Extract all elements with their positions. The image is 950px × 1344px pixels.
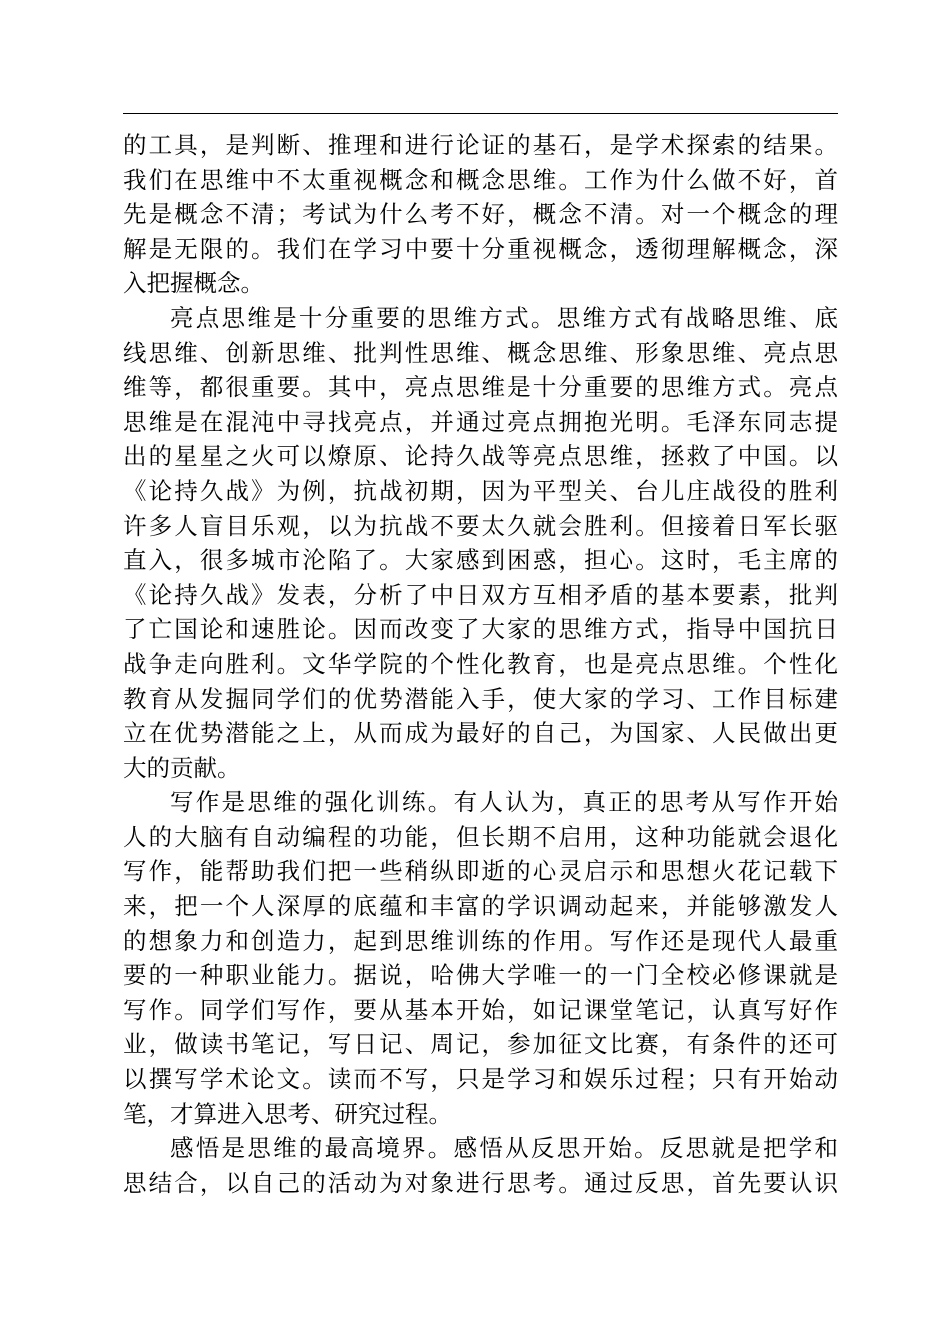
- text-line: 业，做读书笔记，写日记、周记，参加征文比赛，有条件的还可: [123, 1030, 838, 1059]
- text-line: 立在优势潜能之上，从而成为最好的自己，为国家、人民做出更: [123, 719, 838, 748]
- text-line: 先是概念不清；考试为什么考不好，概念不清。对一个概念的理: [123, 200, 838, 229]
- text-line: 人的大脑有自动编程的功能，但长期不启用，这种功能就会退化: [123, 822, 838, 851]
- text-line: 出的星星之火可以燎原、论持久战等亮点思维，拯救了中国。以: [123, 442, 838, 471]
- text-line: 写作，能帮助我们把一些稍纵即逝的心灵启示和思想火花记载下: [123, 857, 838, 886]
- text-line: 我们在思维中不太重视概念和概念思维。工作为什么做不好，首: [123, 165, 838, 194]
- text-line: 来，把一个人深厚的底蕴和丰富的学识调动起来，并能够激发人: [123, 892, 838, 921]
- text-line: 教育从发掘同学们的优势潜能入手，使大家的学习、工作目标建: [123, 684, 838, 713]
- text-line: 以撰写学术论文。读而不写，只是学习和娱乐过程；只有开始动: [123, 1065, 838, 1094]
- text-line: 的想象力和创造力，起到思维训练的作用。写作还是现代人最重: [123, 926, 838, 955]
- text-line: 战争走向胜利。文华学院的个性化教育，也是亮点思维。个性化: [123, 649, 838, 678]
- text-line: 笔，才算进入思考、研究过程。: [123, 1099, 452, 1128]
- text-line: 《论持久战》为例，抗战初期，因为平型关、台儿庄战役的胜利: [123, 476, 838, 505]
- text-line: 直入，很多城市沦陷了。大家感到困惑，担心。这时，毛主席的: [123, 546, 838, 575]
- text-line: 感悟是思维的最高境界。感悟从反思开始。反思就是把学和: [170, 1134, 838, 1163]
- paragraph-concept: [123, 128, 838, 301]
- text-line: 入把握概念。: [123, 269, 264, 298]
- text-line: 亮点思维是十分重要的思维方式。思维方式有战略思维、底: [170, 303, 838, 332]
- text-line: 思维是在混沌中寻找亮点，并通过亮点拥抱光明。毛泽东同志提: [123, 407, 838, 436]
- text-line: 要的一种职业能力。据说，哈佛大学唯一的一门全校必修课就是: [123, 961, 838, 990]
- paragraph-highlight-thinking: [123, 301, 838, 785]
- text-line: 思结合，以自己的活动为对象进行思考。通过反思，首先要认识: [123, 1168, 838, 1197]
- text-line: 解是无限的。我们在学习中要十分重视概念，透彻理解概念，深: [123, 234, 838, 263]
- paragraph-insight: [123, 1131, 838, 1200]
- paragraph-writing: [123, 785, 838, 1131]
- text-line: 许多人盲目乐观，以为抗战不要太久就会胜利。但接着日军长驱: [123, 511, 838, 540]
- text-line: 的工具，是判断、推理和进行论证的基石，是学术探索的结果。: [123, 131, 838, 159]
- text-line: 维等，都很重要。其中，亮点思维是十分重要的思维方式。亮点: [123, 373, 838, 402]
- text-line: 写作是思维的强化训练。有人认为，真正的思考从写作开始: [170, 788, 838, 817]
- text-line: 写作。同学们写作，要从基本开始，如记课堂笔记，认真写好作: [123, 995, 838, 1024]
- text-line: 了亡国论和速胜论。因而改变了大家的思维方式，指导中国抗日: [123, 615, 838, 644]
- body-text: [123, 128, 838, 1200]
- header-rule: [123, 113, 838, 114]
- text-line: 大的贡献。: [123, 753, 241, 782]
- text-line: 线思维、创新思维、批判性思维、概念思维、形象思维、亮点思: [123, 338, 838, 367]
- text-line: 《论持久战》发表，分析了中日双方互相矛盾的基本要素，批判: [123, 580, 838, 609]
